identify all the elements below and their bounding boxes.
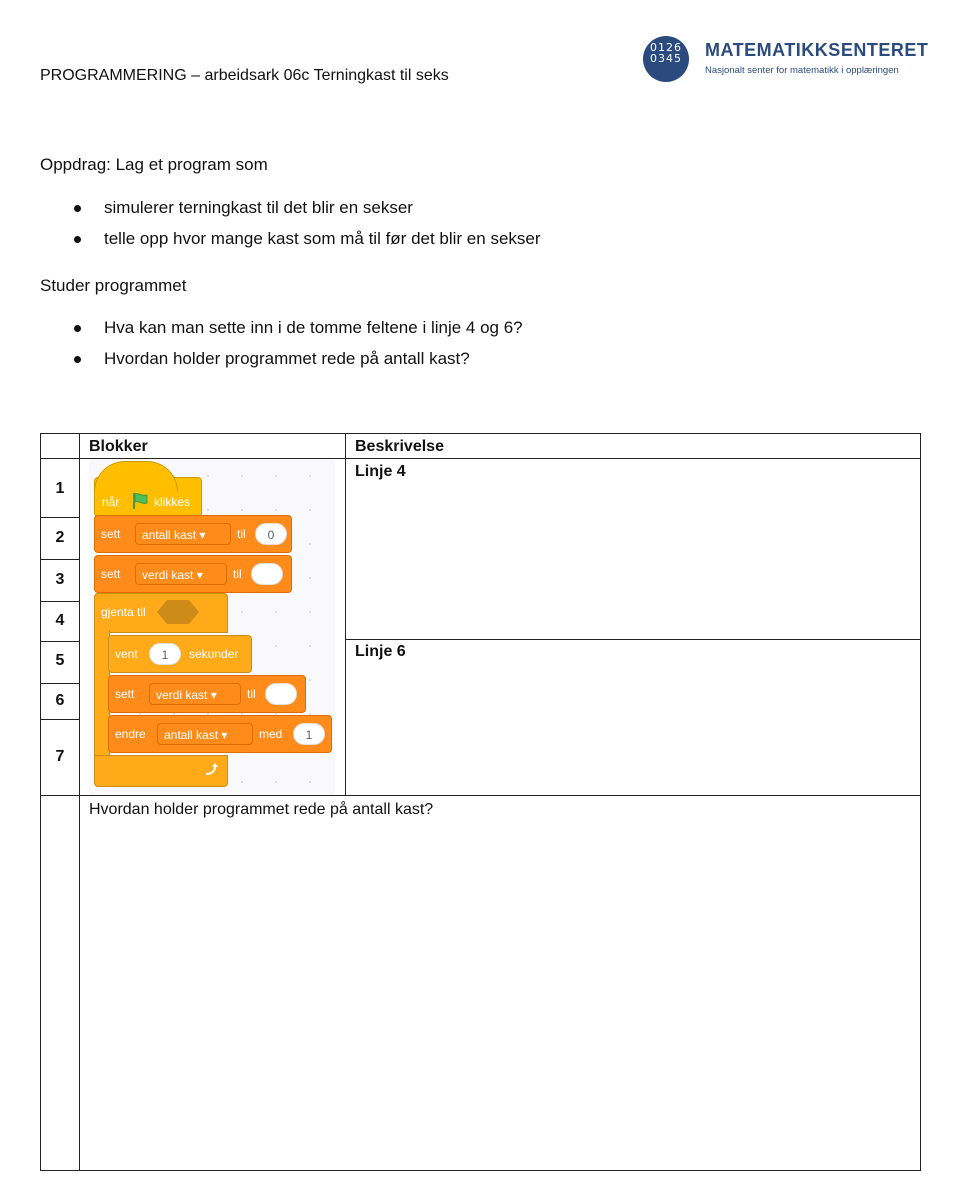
logo-subtitle: Nasjonalt senter for matematikk i opplæringen xyxy=(705,65,899,76)
block-label: sett xyxy=(101,567,121,581)
block-label: når xyxy=(102,495,120,509)
page-header-title: PROGRAMMERING – arbeidsark 06c Terningkast til seks xyxy=(40,67,449,84)
row-number: 6 xyxy=(55,692,65,709)
change-antall-kast-block[interactable] xyxy=(108,715,332,753)
table-divider xyxy=(41,641,79,642)
block-label: sett xyxy=(115,687,135,701)
block-label: vent xyxy=(115,647,138,661)
block-label: med xyxy=(259,727,283,741)
empty-condition-slot[interactable] xyxy=(157,600,199,627)
blocks-table xyxy=(40,433,921,1171)
list-item: telle opp hvor mange kast som må til før det blir en sekser xyxy=(70,228,541,259)
empty-value-input[interactable] xyxy=(265,683,297,705)
list-item: Hva kan man sette inn i de tomme feltene i linje 4 og 6? xyxy=(70,317,523,348)
description-line-6: Linje 6 xyxy=(355,643,406,660)
repeat-until-foot xyxy=(94,755,228,787)
table-divider xyxy=(79,434,80,1170)
set-verdi-kast-inner-block[interactable] xyxy=(108,675,306,713)
wait-seconds-block[interactable] xyxy=(108,635,252,673)
column-header-blocks: Blokker xyxy=(89,438,148,455)
block-label: endre xyxy=(115,727,146,741)
list-item: simulerer terningkast til det blir en sekser xyxy=(70,197,541,228)
block-label: til xyxy=(233,567,242,581)
block-label: gjenta til xyxy=(101,605,146,619)
row-number: 1 xyxy=(55,480,65,497)
table-divider xyxy=(41,795,920,796)
column-header-description: Beskrivelse xyxy=(355,438,444,455)
row-number: 5 xyxy=(55,652,65,669)
block-label: til xyxy=(247,687,256,701)
table-divider xyxy=(41,517,79,518)
set-antall-kast-block[interactable] xyxy=(94,515,292,553)
table-divider xyxy=(41,601,79,602)
change-value-input[interactable]: 1 xyxy=(293,723,325,745)
scratch-program xyxy=(89,459,335,795)
row-number: 3 xyxy=(55,571,65,588)
variable-dropdown[interactable]: antall kast ▾ xyxy=(135,523,231,545)
table-divider xyxy=(41,719,79,720)
assignment-intro: Oppdrag: Lag et program som xyxy=(40,155,268,174)
repeat-until-block[interactable] xyxy=(94,593,228,633)
loop-arrow-icon xyxy=(203,762,219,778)
study-intro: Studer programmet xyxy=(40,276,187,295)
description-line-4: Linje 4 xyxy=(355,463,406,480)
green-flag-icon xyxy=(131,492,149,510)
variable-dropdown[interactable]: verdi kast ▾ xyxy=(135,563,227,585)
logo-digits-icon: 0126 0345 xyxy=(643,36,689,82)
list-item: Hvordan holder programmet rede på antall kast? xyxy=(70,348,523,379)
block-label: sett xyxy=(101,527,121,541)
matematikksenteret-logo xyxy=(643,36,943,86)
set-verdi-kast-block[interactable] xyxy=(94,555,292,593)
hat-top-shape xyxy=(94,461,178,492)
empty-value-input[interactable] xyxy=(251,563,283,585)
question-text: Hvordan holder programmet rede på antall kast? xyxy=(89,801,434,818)
study-bullets xyxy=(70,317,523,379)
assignment-bullets xyxy=(70,197,541,259)
row-number: 7 xyxy=(55,748,65,765)
value-input[interactable]: 0 xyxy=(255,523,287,545)
variable-dropdown[interactable]: verdi kast ▾ xyxy=(149,683,241,705)
row-number: 4 xyxy=(55,612,65,629)
table-divider xyxy=(41,683,79,684)
block-label: til xyxy=(237,527,246,541)
table-divider xyxy=(41,559,79,560)
variable-dropdown[interactable]: antall kast ▾ xyxy=(157,723,253,745)
table-divider xyxy=(345,434,346,796)
logo-name: MATEMATIKKSENTERET xyxy=(705,40,929,60)
block-label: sekunder xyxy=(189,647,239,661)
table-divider xyxy=(345,639,920,640)
row-number: 2 xyxy=(55,529,65,546)
block-label: klikkes xyxy=(154,495,191,509)
wait-value-input[interactable]: 1 xyxy=(149,643,181,665)
